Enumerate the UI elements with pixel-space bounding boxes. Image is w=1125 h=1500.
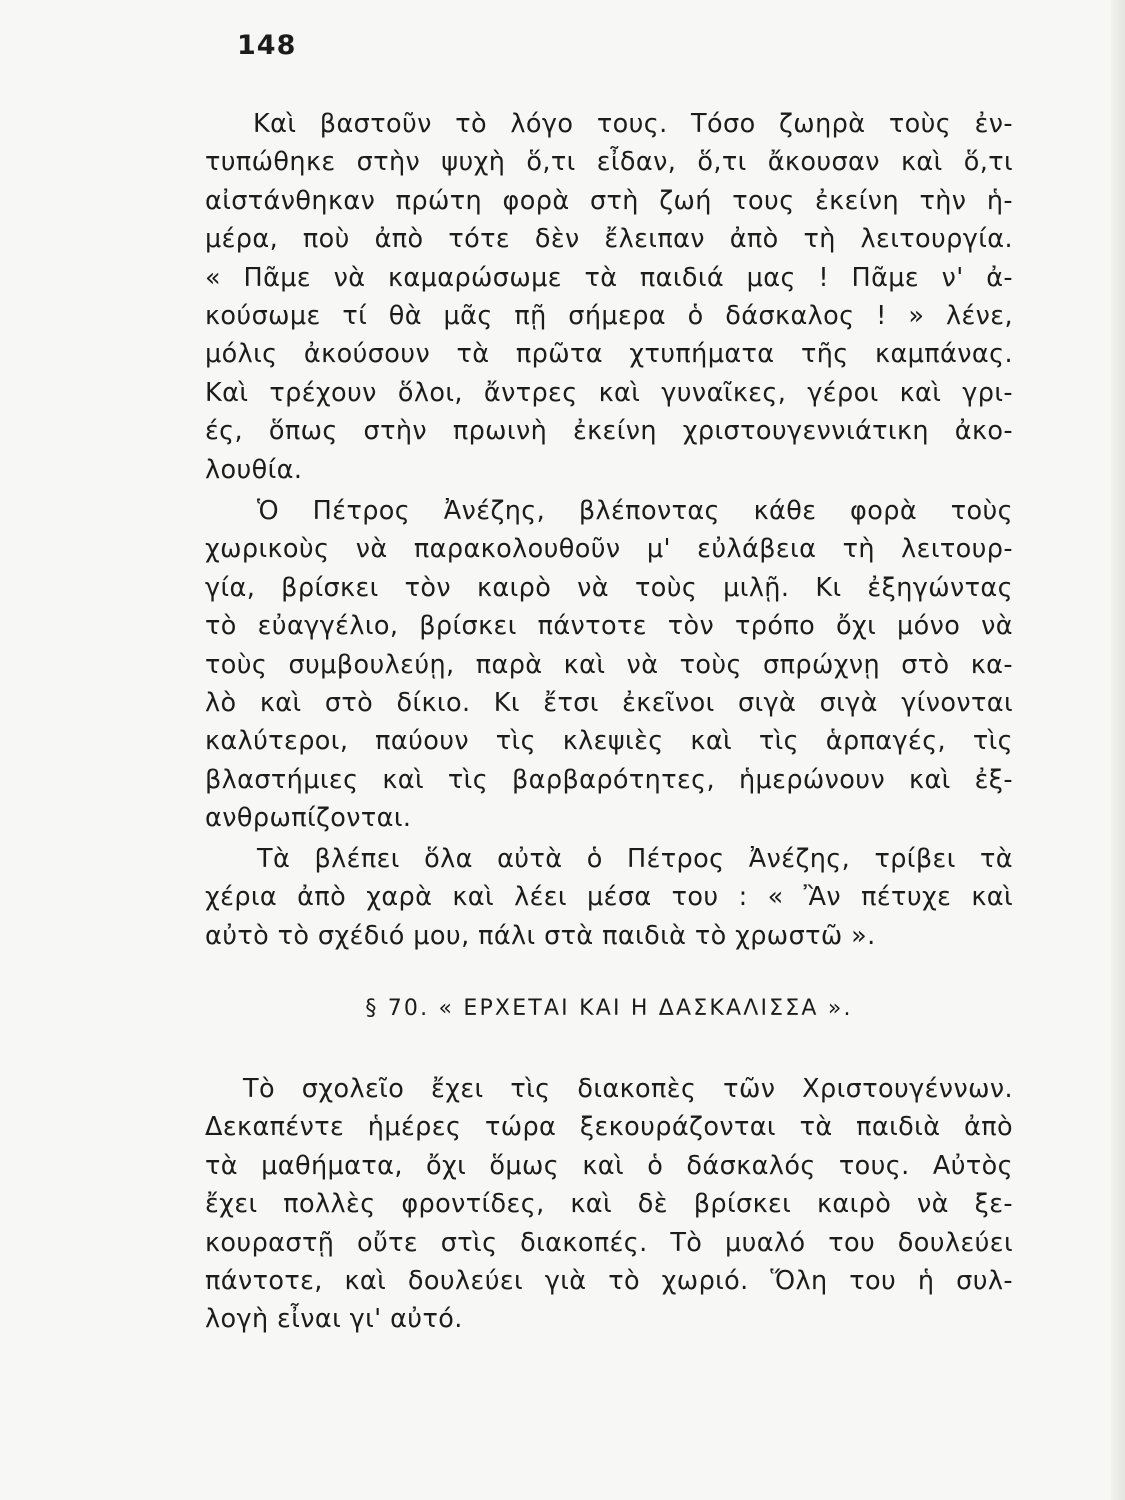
text-line: ανθρωπίζονται. <box>205 803 412 834</box>
text-line: λουθία. <box>205 454 303 485</box>
text-line: ές, ὅπως στὴν πρωινὴ ἐκείνη χριστουγεννιάτικη ἀκο- <box>205 416 1013 447</box>
text-line: Δεκαπέντε ἡμέρες τώρα ξεκουράζονται τὰ παιδιὰ ἀπὸ <box>205 1112 1013 1143</box>
text-line: « Πᾶμε νὰ καμαρώσωμε τὰ παιδιά μας ! Πᾶμε ν' ἀ- <box>205 262 1013 293</box>
text-line: λὸ καὶ στὸ δίκιο. Κι ἔτσι ἐκεῖνοι σιγὰ σιγὰ γίνονται <box>205 687 1013 718</box>
text-line: τὰ μαθήματα, ὄχι ὅμως καὶ ὁ δάσκαλός τους. Αὐτὸς <box>205 1150 1013 1181</box>
paragraph-2 <box>205 492 1013 838</box>
text-line: πάντοτε, καὶ δουλεύει γιὰ τὸ χωριό. Ὅλη του ἡ συλ- <box>205 1265 1013 1296</box>
text-line: μόλις ἀκούσουν τὰ πρῶτα χτυπήματα τῆς καμπάνας. <box>205 339 1013 370</box>
text-line: τοὺς συμβουλεύῃ, παρὰ καὶ νὰ τοὺς σπρώχνῃ στὸ κα- <box>205 649 1013 680</box>
text-line: κουραστῇ οὔτε στὶς διακοπές. Τὸ μυαλό του δουλεύει <box>205 1227 1013 1258</box>
paragraph-1 <box>205 105 1013 489</box>
text-line: Καὶ τρέχουν ὅλοι, ἄντρες καὶ γυναῖκες, γέροι καὶ γρι- <box>205 377 1013 408</box>
paragraph-4 <box>205 1070 1013 1339</box>
text-line: αὐτὸ τὸ σχέδιό μου, πάλι στὰ παιδιὰ τὸ χρωστῶ ». <box>205 920 876 951</box>
text-line: καλύτεροι, παύουν τὶς κλεψιὲς καὶ τὶς ἁρπαγές, τὶς <box>205 726 1013 757</box>
paragraph-3 <box>205 840 1013 955</box>
text-line: τυπώθηκε στὴν ψυχὴ ὅ,τι εἶδαν, ὅ,τι ἄκουσαν καὶ ὅ,τι <box>205 147 1013 178</box>
text-line: γία, βρίσκει τὸν καιρὸ νὰ τοὺς μιλῇ. Κι ἐξηγώντας <box>205 572 1013 603</box>
text-line: Τὰ βλέπει ὅλα αὐτὰ ὁ Πέτρος Ἀνέζης, τρίβει τὰ <box>257 844 1013 874</box>
text-line: αἰστάνθηκαν πρώτη φορὰ στὴ ζωή τους ἐκείνη τὴν ἡ- <box>205 185 1013 216</box>
text-line: Καὶ βαστοῦν τὸ λόγο τους. Τόσο ζωηρὰ τοὺς ἐν- <box>253 109 1013 139</box>
text-line: μέρα, ποὺ ἀπὸ τότε δὲν ἔλειπαν ἀπὸ τὴ λειτουργία. <box>205 224 1013 255</box>
section-heading: § 70. « ΕΡΧΕΤΑΙ ΚΑΙ Η ΔΑΣΚΑΛΙΣΣΑ ». <box>365 996 853 1021</box>
text-line: χέρια ἀπὸ χαρὰ καὶ λέει μέσα του : « Ἂν πέτυχε καὶ <box>205 882 1013 913</box>
text-line: τὸ εὐαγγέλιο, βρίσκει πάντοτε τὸν τρόπο ὄχι μόνο νὰ <box>205 611 1013 642</box>
text-line: βλαστήμιες καὶ τὶς βαρβαρότητες, ἡμερώνουν καὶ ἐξ- <box>205 764 1013 795</box>
text-line: Τὸ σχολεῖο ἔχει τὶς διακοπὲς τῶν Χριστουγέννων. <box>243 1074 1013 1104</box>
text-line: λογὴ εἶναι γι' αὐτό. <box>205 1304 463 1335</box>
text-line: ἔχει πολλὲς φροντίδες, καὶ δὲ βρίσκει καιρὸ νὰ ξε- <box>205 1189 1013 1220</box>
page-edge-shadow <box>1111 0 1125 1500</box>
text-line: χωρικοὺς νὰ παρακολουθοῦν μ' εὐλάβεια τὴ λειτουρ- <box>205 534 1013 565</box>
text-line: Ὁ Πέτρος Ἀνέζης, βλέποντας κάθε φορὰ τοὺς <box>257 496 1013 526</box>
text-line: κούσωμε τί θὰ μᾶς πῇ σήμερα ὁ δάσκαλος ! » λένε, <box>205 300 1013 331</box>
page-number: 148 <box>237 30 297 61</box>
